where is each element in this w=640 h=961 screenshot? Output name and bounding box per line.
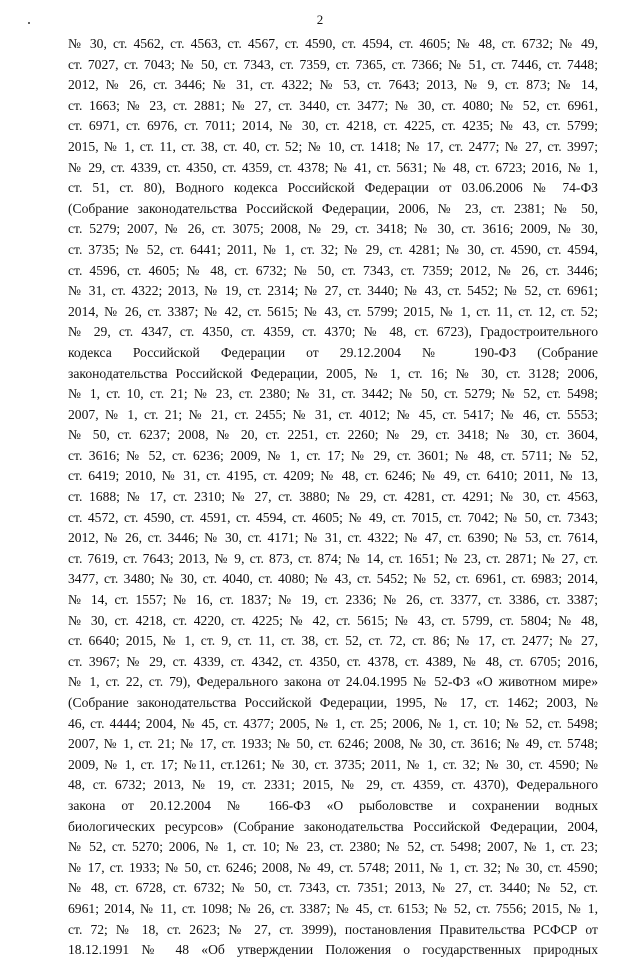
- text-line: ст. 7027, ст. 7043; № 50, ст. 7343, ст. 7359, ст. 7365, ст. 7366; № 51, ст. 7446, ст. 7448;: [68, 56, 598, 72]
- text-line: ст. 3616; № 52, ст. 6236; 2009, № 1, ст. 17; № 29, ст. 3601; № 48, ст. 5711; № 52,: [68, 447, 598, 463]
- text-line: ст. 4596, ст. 4605; № 48, ст. 6732; № 50, ст. 7343, ст. 7359; 2012, № 26, ст. 3446;: [68, 262, 598, 278]
- text-line: № 52, ст. 5270; 2006, № 1, ст. 10; № 23, ст. 2380; № 52, ст. 5498; 2007, № 1, ст. 23;: [68, 839, 598, 855]
- text-line: № 29, ст. 4339, ст. 4350, ст. 4359, ст. 4378; № 41, ст. 5631; № 48, ст. 6723; 2016, № 1,: [68, 159, 598, 175]
- text-line: (Собрание законодательства Российской Федерации, 1995, № 17, ст. 1462; 2003, №: [68, 695, 598, 710]
- text-line: 6961; 2014, № 11, ст. 1098; № 26, ст. 3387; № 45, ст. 6153; № 52, ст. 7556; 2015, № 1,: [68, 900, 598, 916]
- text-line: 46, ст. 4444; 2004, № 45, ст. 4377; 2005, № 1, ст. 25; 2006, № 1, ст. 10; № 52, ст. 5498;: [68, 715, 598, 731]
- text-line: ст. 5279; 2007, № 26, ст. 3075; 2008, № 29, ст. 3418; № 30, ст. 3616; 2009, № 30,: [68, 221, 598, 237]
- text-line: № 29, ст. 4347, ст. 4350, ст. 4359, ст. 4370; № 48, ст. 6723), Градостроительного: [68, 324, 598, 340]
- text-line: 2009, № 1, ст. 17; №11, ст.1261; № 30, ст. 3735; 2011, № 1, ст. 32; № 30, ст. 4590; №: [68, 756, 598, 772]
- text-line: № 14, ст. 1557; № 16, ст. 1837; № 19, ст. 2336; № 26, ст. 3377, ст. 3386, ст. 3387;: [68, 592, 598, 608]
- text-line: 2012, № 26, ст. 3446; № 31, ст. 4322; № 53, ст. 7643; 2013, № 9, ст. 873; № 14,: [68, 77, 598, 93]
- text-line: кодекса Российской Федерации от 29.12.2004 № 190-ФЗ (Собрание: [68, 344, 598, 360]
- text-line: ст. 51, ст. 80), Водного кодекса Российской Федерации от 03.06.2006 № 74-ФЗ: [68, 180, 598, 196]
- text-line: № 1, ст. 10, ст. 21; № 23, ст. 2380; № 31, ст. 3442; № 50, ст. 5279; № 52, ст. 5498;: [68, 386, 598, 402]
- text-line: 18.12.1991 № 48 «Об утверждении Положения о государственных природных: [68, 942, 598, 958]
- page-number: 2: [316, 12, 324, 27]
- text-line: № 1, ст. 22, ст. 79), Федерального закона от 24.04.1995 № 52-ФЗ «О животном мире»: [68, 674, 598, 690]
- text-line: биологических ресурсов» (Собрание законодательства Российской Федерации, 2004,: [68, 818, 598, 834]
- text-line: ст. 1663; № 23, ст. 2881; № 27, ст. 3440, ст. 3477; № 30, ст. 4080; № 52, ст. 6961,: [68, 97, 598, 113]
- text-line: № 30, ст. 4218, ст. 4220, ст. 4225; № 42, ст. 5615; № 43, ст. 5799, ст. 5804; № 48,: [68, 612, 598, 628]
- text-line: ст. 6419; 2010, № 31, ст. 4195, ст. 4209; № 48, ст. 6246; № 49, ст. 6410; 2011, № 13,: [68, 468, 598, 484]
- text-line: ст. 1688; № 17, ст. 2310; № 27, ст. 3880; № 29, ст. 4281, ст. 4291; № 30, ст. 4563,: [68, 489, 598, 505]
- body-text: [68, 34, 598, 961]
- text-line: № 30, ст. 4562, ст. 4563, ст. 4567, ст. 4590, ст. 4594, ст. 4605; № 48, ст. 6732; № 49,: [68, 36, 598, 51]
- text-line: 2012, № 26, ст. 3446; № 30, ст. 4171; № 31, ст. 4322; № 47, ст. 6390; № 53, ст. 7614,: [68, 530, 598, 546]
- text-line: 2014, № 26, ст. 3387; № 42, ст. 5615; № 43, ст. 5799; 2015, № 1, ст. 11, ст. 12, ст. 52;: [68, 303, 598, 319]
- text-line: ст. 3735; № 52, ст. 6441; 2011, № 1, ст. 32; № 29, ст. 4281; № 30, ст. 4590, ст. 4594,: [68, 241, 598, 257]
- text-line: № 31, ст. 4322; 2013, № 19, ст. 2314; № 27, ст. 3440; № 43, ст. 5452; № 52, ст. 6961;: [68, 283, 598, 299]
- text-line: № 48, ст. 6728, ст. 6732; № 50, ст. 7343, ст. 7351; 2013, № 27, ст. 3440; № 52, ст.: [68, 880, 598, 896]
- text-line: (Собрание законодательства Российской Федерации, 2006, № 23, ст. 2381; № 50,: [68, 200, 598, 216]
- text-line: ст. 3967; № 29, ст. 4339, ст. 4342, ст. 4350, ст. 4378, ст. 4389, № 48, ст. 6705; 2016,: [68, 653, 598, 669]
- text-line: ст. 72; № 18, ст. 2623; № 27, ст. 3999), постановления Правительства РСФСР от: [68, 921, 598, 937]
- text-line: законодательства Российской Федерации, 2005, № 1, ст. 16; № 30, ст. 3128; 2006,: [68, 365, 598, 381]
- text-line: закона от 20.12.2004 № 166-ФЗ «О рыболовстве и сохранении водных: [68, 797, 598, 813]
- text-line: 2007, № 1, ст. 21; № 17, ст. 1933; № 50, ст. 6246; 2008, № 30, ст. 3616; № 49, ст. 5748;: [68, 736, 598, 752]
- text-line: 2007, № 1, ст. 21; № 21, ст. 2455; № 31, ст. 4012; № 45, ст. 5417; № 46, ст. 5553;: [68, 406, 598, 422]
- text-line: ст. 4572, ст. 4590, ст. 4591, ст. 4594, ст. 4605; № 49, ст. 7015, ст. 7042; № 50, ст. 7343;: [68, 509, 598, 525]
- text-line: № 50, ст. 6237; 2008, № 20, ст. 2251, ст. 2260; № 29, ст. 3418; № 30, ст. 3604,: [68, 427, 598, 443]
- text-line: 48, ст. 6732; 2013, № 19, ст. 2331; 2015, № 29, ст. 4359, ст. 4370), Федерального: [68, 777, 598, 793]
- text-line: ст. 7619, ст. 7643; 2013, № 9, ст. 873, ст. 874; № 14, ст. 1651; № 23, ст. 2871; № 27, ст.: [68, 550, 598, 566]
- text-line: ст. 6971, ст. 6976, ст. 7011; 2014, № 30, ст. 4218, ст. 4225, ст. 4235; № 43, ст. 5799;: [68, 118, 598, 134]
- text-line: 2015, № 1, ст. 11, ст. 38, ст. 40, ст. 52; № 10, ст. 1418; № 17, ст. 2477; № 27, ст. 3997;: [68, 138, 598, 154]
- text-line: 3477, ст. 3480; № 30, ст. 4040, ст. 4080; № 43, ст. 5452; № 52, ст. 6961, ст. 6983; 2014,: [68, 571, 598, 587]
- text-line: № 17, ст. 1933; № 50, ст. 6246; 2008, № 49, ст. 5748; 2011, № 1, ст. 32; № 30, ст. 4590;: [68, 859, 598, 875]
- text-line: ст. 6640; 2015, № 1, ст. 9, ст. 11, ст. 38, ст. 52, ст. 72, ст. 86; № 17, ст. 2477; № 27,: [68, 633, 598, 649]
